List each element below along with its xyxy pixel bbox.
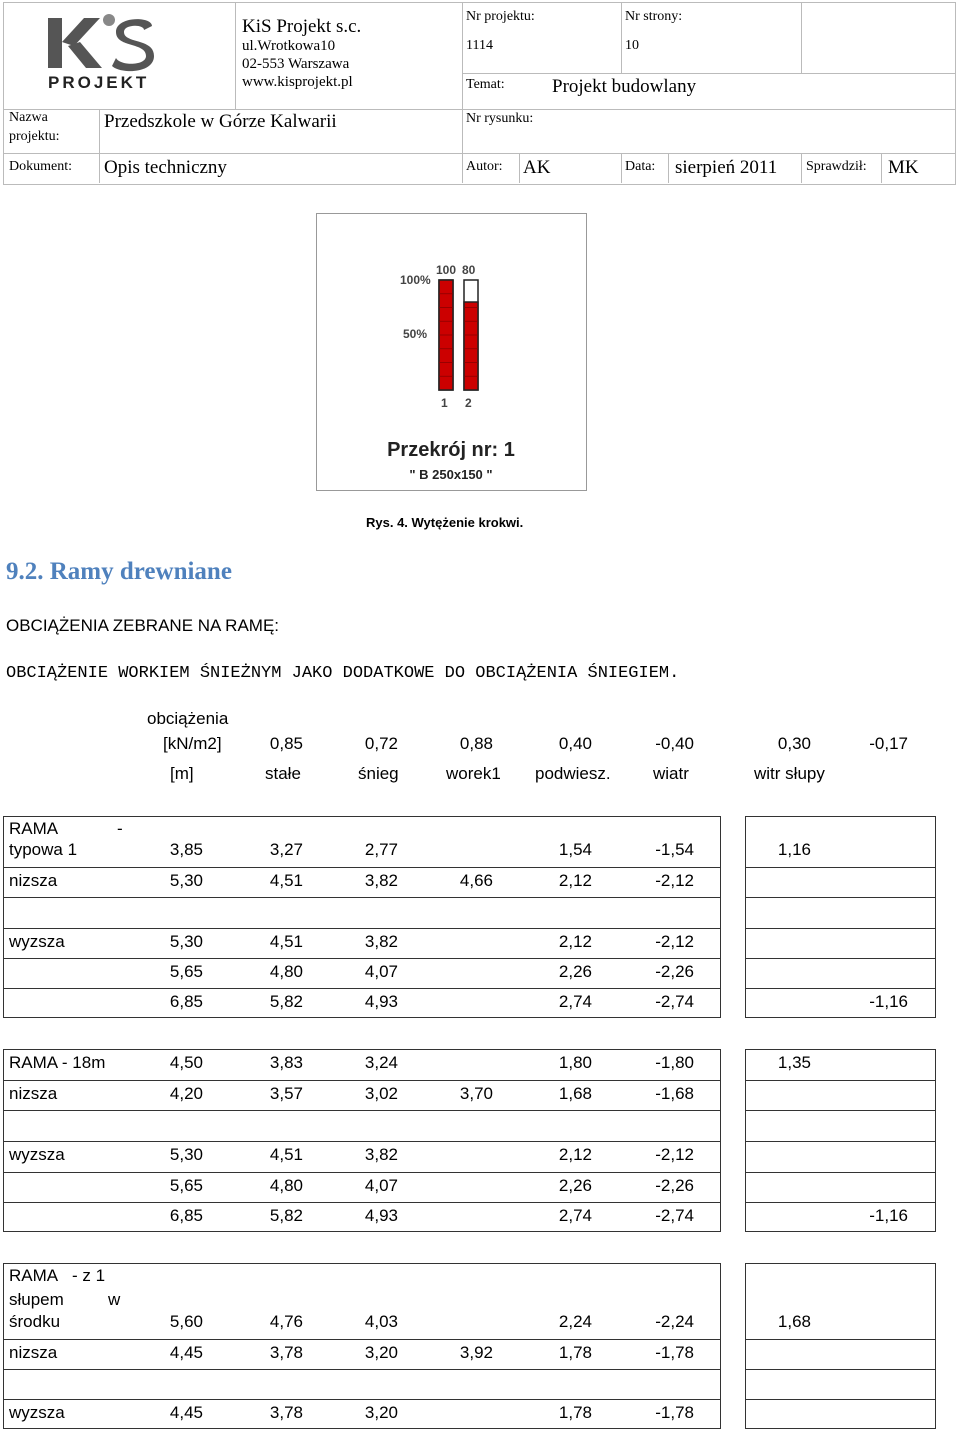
- table-cell: -1,16: [869, 1206, 908, 1225]
- row-divider: [745, 867, 936, 868]
- table-cell: 3,57: [269, 1084, 303, 1103]
- table-cell: -1,78: [655, 1343, 694, 1362]
- row-divider: [745, 1141, 936, 1142]
- project-name-label-2: projektu:: [9, 129, 60, 144]
- table-cell: 3,20: [364, 1403, 398, 1422]
- loads-heading: OBCIĄŻENIA ZEBRANE NA RAMĘ:: [6, 616, 280, 635]
- table-cell: 2,26: [558, 1176, 592, 1195]
- table-cell: 4,45: [169, 1343, 203, 1362]
- table-cell: -2,12: [655, 1145, 694, 1164]
- bar-1-number: 1: [441, 396, 448, 410]
- unit-value: -0,40: [655, 734, 694, 753]
- row-divider: [745, 1369, 936, 1370]
- table-cell: 2,26: [558, 962, 592, 981]
- table-cell: -1,16: [869, 992, 908, 1011]
- row-divider: [745, 1110, 936, 1111]
- company-website: www.kisprojekt.pl: [242, 74, 353, 90]
- project-no-label: Nr projektu:: [466, 9, 535, 24]
- unit-value: 0,72: [364, 734, 398, 753]
- row-label: wyzsza: [9, 932, 65, 951]
- table-cell: 4,51: [269, 871, 303, 890]
- table-cell: 4,50: [169, 1053, 203, 1072]
- logo-text: PROJEKT: [48, 73, 150, 92]
- table-cell: 2,74: [558, 992, 592, 1011]
- row-label: w: [108, 1290, 121, 1309]
- project-no: 1114: [466, 38, 493, 53]
- table-cell: 3,85: [169, 840, 203, 859]
- table-cell: 6,85: [169, 1206, 203, 1225]
- page-no-label: Nr strony:: [625, 9, 683, 24]
- table-cell: -1,78: [655, 1403, 694, 1422]
- row-label: RAMA: [9, 1266, 59, 1285]
- date-label: Data:: [625, 159, 656, 174]
- column-header: wiatr: [653, 764, 689, 783]
- checked-value: MK: [888, 157, 919, 178]
- table-cell: -1,80: [655, 1053, 694, 1072]
- column-header: worek1: [446, 764, 501, 783]
- row-label: RAMA - 18m: [9, 1053, 106, 1072]
- row-divider: [3, 1110, 721, 1111]
- unit-value: 0,85: [269, 734, 303, 753]
- table-cell: 4,45: [169, 1403, 203, 1422]
- table-cell: -1,68: [655, 1084, 694, 1103]
- table-cell: 3,20: [364, 1343, 398, 1362]
- table-cell: 5,82: [269, 1206, 303, 1225]
- table-cell: 1,68: [558, 1084, 592, 1103]
- table-cell: 3,82: [364, 871, 398, 890]
- section-heading: 9.2. Ramy drewniane: [6, 558, 232, 585]
- pct-50-label: 50%: [403, 327, 428, 341]
- table-cell: 4,07: [364, 962, 398, 981]
- table-cell: 2,77: [364, 840, 398, 859]
- row-divider: [3, 1369, 721, 1370]
- unit-label: [kN/m2]: [163, 734, 222, 753]
- column-header: śnieg: [358, 764, 399, 783]
- table-block-right: [745, 1263, 936, 1429]
- row-divider: [745, 1080, 936, 1081]
- row-divider: [745, 1339, 936, 1340]
- company-logo: [40, 12, 160, 92]
- table-cell: 4,51: [269, 1145, 303, 1164]
- table-cell: 5,65: [169, 1176, 203, 1195]
- column-header: podwiesz.: [535, 764, 611, 783]
- row-divider: [745, 928, 936, 929]
- section-title: Przekrój nr: 1: [387, 439, 515, 461]
- author-value: AK: [523, 157, 551, 178]
- bar-2-number: 2: [465, 396, 472, 410]
- table-cell: 1,78: [558, 1403, 592, 1422]
- table-cell: 4,51: [269, 932, 303, 951]
- table-cell: 2,12: [558, 1145, 592, 1164]
- drawing-no-label: Nr rysunku:: [466, 111, 534, 126]
- row-label: środku: [9, 1312, 61, 1331]
- table-cell: 4,07: [364, 1176, 398, 1195]
- table-cell: 4,20: [169, 1084, 203, 1103]
- table-cell: 2,12: [558, 871, 592, 890]
- row-label: nizsza: [9, 1343, 58, 1362]
- row-divider: [745, 958, 936, 959]
- table-cell: 4,03: [364, 1312, 398, 1331]
- table-cell: 4,66: [459, 871, 493, 890]
- column-header: stałe: [265, 764, 301, 783]
- unit-value: 0,40: [558, 734, 592, 753]
- row-divider: [745, 1399, 936, 1400]
- table-cell: -1,54: [655, 840, 694, 859]
- table-cell: 6,85: [169, 992, 203, 1011]
- table-cell: 1,35: [777, 1053, 811, 1072]
- row-divider: [745, 1202, 936, 1203]
- row-divider: [3, 1202, 721, 1203]
- project-name: Przedszkole w Górze Kalwarii: [104, 111, 337, 132]
- table-cell: -2,24: [655, 1312, 694, 1331]
- row-label: słupem: [9, 1290, 64, 1309]
- table-cell: 2,74: [558, 1206, 592, 1225]
- table-cell: 5,30: [169, 932, 203, 951]
- page-no: 10: [625, 38, 639, 53]
- row-label: nizsza: [9, 871, 58, 890]
- row-divider: [745, 897, 936, 898]
- row-divider: [3, 988, 721, 989]
- table-cell: 1,68: [777, 1312, 811, 1331]
- table-cell: 3,82: [364, 1145, 398, 1164]
- table-cell: 1,54: [558, 840, 592, 859]
- table-cell: -2,74: [655, 992, 694, 1011]
- document-value: Opis techniczny: [104, 157, 227, 178]
- figure-caption: Rys. 4. Wytężenie krokwi.: [366, 515, 524, 530]
- author-label: Autor:: [466, 159, 503, 174]
- row-divider: [3, 1080, 721, 1081]
- topic-label: Temat:: [466, 77, 505, 92]
- company-street: ul.Wrotkowa10: [242, 38, 336, 54]
- table-cell: 1,16: [777, 840, 811, 859]
- table-cell: 2,24: [558, 1312, 592, 1331]
- table-cell: 5,65: [169, 962, 203, 981]
- table-cell: -2,26: [655, 962, 694, 981]
- table-cell: 5,60: [169, 1312, 203, 1331]
- table-cell: 3,83: [269, 1053, 303, 1072]
- row-label: -: [117, 819, 123, 838]
- table-cell: 5,30: [169, 871, 203, 890]
- document-label: Dokument:: [9, 159, 72, 174]
- table-cell: 5,82: [269, 992, 303, 1011]
- row-divider: [3, 1141, 721, 1142]
- table-cell: 3,02: [364, 1084, 398, 1103]
- utilization-bar-2: [464, 302, 478, 390]
- table-cell: 3,27: [269, 840, 303, 859]
- utilization-figure: [316, 213, 587, 491]
- row-label: wyzsza: [9, 1403, 65, 1422]
- column-header: witr słupy: [754, 764, 825, 783]
- table-cell: 4,93: [364, 1206, 398, 1225]
- row-divider: [3, 897, 721, 898]
- table-cell: -2,26: [655, 1176, 694, 1195]
- m-label: [m]: [170, 764, 194, 783]
- table-cell: 3,70: [459, 1084, 493, 1103]
- project-name-label-1: Nazwa: [9, 110, 48, 125]
- table-cell: 4,80: [269, 1176, 303, 1195]
- row-label: typowa 1: [9, 840, 78, 859]
- row-divider: [3, 1339, 721, 1340]
- topic-value: Projekt budowlany: [552, 76, 697, 97]
- table-cell: -2,12: [655, 871, 694, 890]
- row-label: RAMA: [9, 819, 59, 838]
- table-cell: 3,92: [459, 1343, 493, 1362]
- row-divider: [3, 958, 721, 959]
- row-divider: [3, 1399, 721, 1400]
- unit-value: 0,88: [459, 734, 493, 753]
- table-cell: 4,80: [269, 962, 303, 981]
- row-divider: [745, 988, 936, 989]
- table-cell: 2,12: [558, 932, 592, 951]
- table-cell: -2,12: [655, 932, 694, 951]
- snow-bag-note: OBCIĄŻENIE WORKIEM ŚNIEŻNYM JAKO DODATKOWE DO OBCIĄŻENIA ŚNIEGIEM.: [6, 664, 680, 683]
- company-name: KiS Projekt s.c.: [242, 16, 362, 37]
- loads-title: obciążenia: [147, 709, 229, 728]
- pct-100-label: 100%: [400, 273, 431, 287]
- checked-label: Sprawdził:: [806, 159, 867, 174]
- table-cell: 4,93: [364, 992, 398, 1011]
- row-divider: [3, 1172, 721, 1173]
- unit-value: 0,30: [777, 734, 811, 753]
- row-divider: [3, 928, 721, 929]
- row-divider: [745, 1172, 936, 1173]
- bar-2-top-label: 80: [462, 263, 476, 277]
- bar-1-top-label: 100: [436, 263, 457, 277]
- row-label: - z 1: [72, 1266, 106, 1285]
- row-label: nizsza: [9, 1084, 58, 1103]
- table-cell: 4,76: [269, 1312, 303, 1331]
- table-cell: 3,78: [269, 1403, 303, 1422]
- table-cell: 3,78: [269, 1343, 303, 1362]
- date-value: sierpień 2011: [675, 157, 778, 178]
- table-cell: 5,30: [169, 1145, 203, 1164]
- table-cell: 1,80: [558, 1053, 592, 1072]
- table-cell: -2,74: [655, 1206, 694, 1225]
- table-cell: 3,24: [364, 1053, 398, 1072]
- table-cell: 1,78: [558, 1343, 592, 1362]
- unit-value: -0,17: [869, 734, 908, 753]
- section-subtitle: " B 250x150 ": [409, 467, 493, 482]
- row-label: wyzsza: [9, 1145, 65, 1164]
- company-city: 02-553 Warszawa: [242, 56, 350, 72]
- table-cell: 3,82: [364, 932, 398, 951]
- row-divider: [3, 867, 721, 868]
